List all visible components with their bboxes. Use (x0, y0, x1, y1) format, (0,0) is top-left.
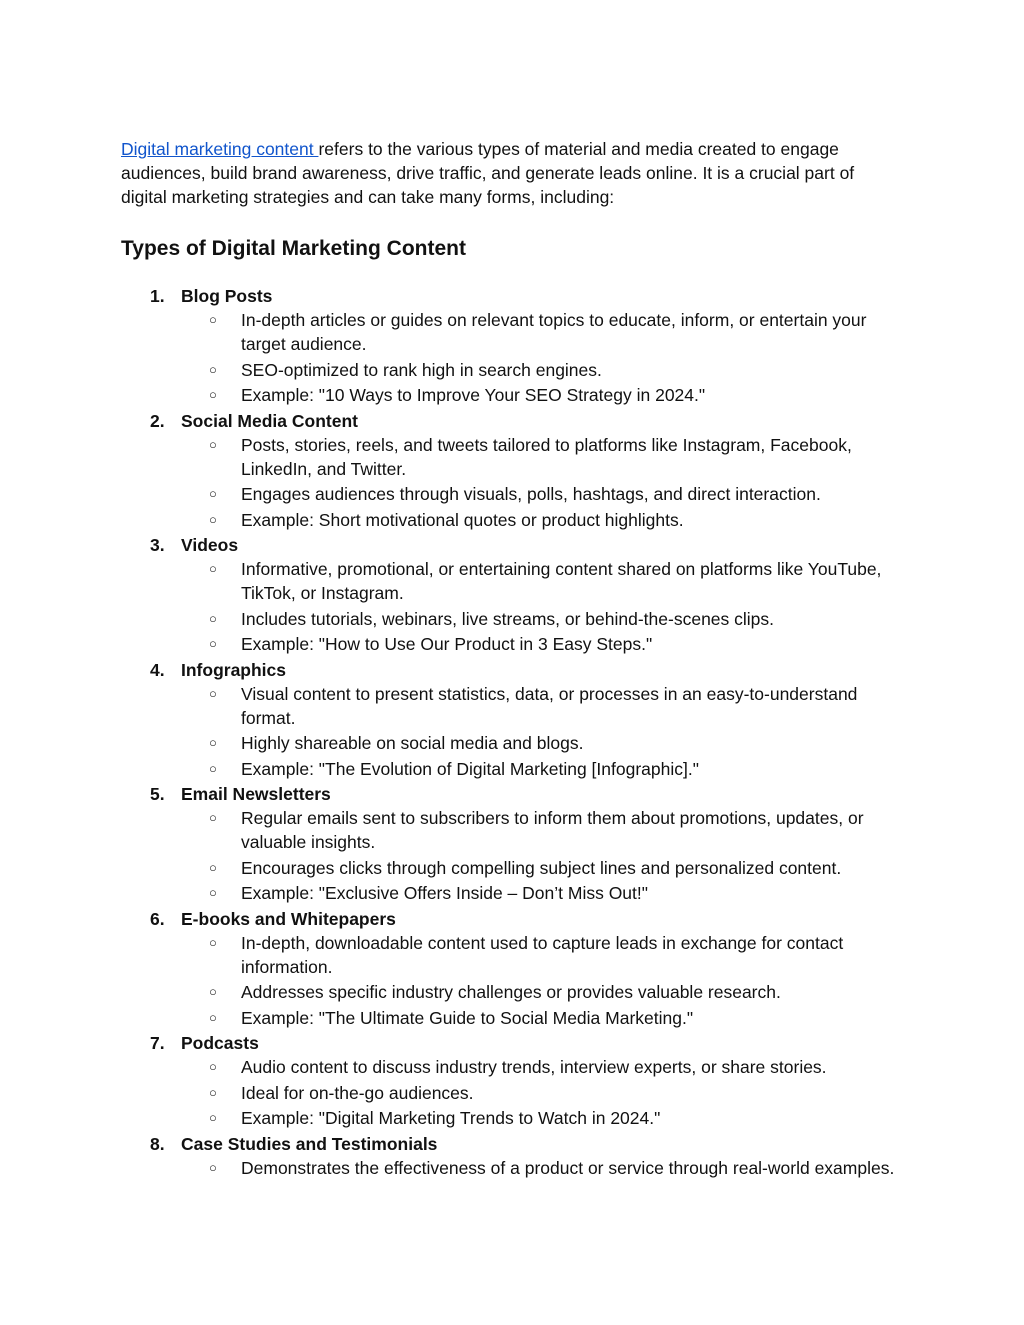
point-text: Demonstrates the effectiveness of a product or service through real-world examples. (241, 1157, 895, 1178)
hollow-circle-bullet-icon: ○ (209, 1009, 217, 1025)
content-types-list (121, 284, 896, 1180)
content-type-name: Case Studies and Testimonials (181, 1133, 438, 1154)
item-number: 8. (150, 1133, 165, 1154)
point-item (181, 731, 896, 755)
content-type-item (121, 1132, 896, 1180)
point-item (181, 980, 896, 1004)
point-item (181, 383, 896, 407)
hollow-circle-bullet-icon: ○ (209, 934, 217, 950)
point-text: In-depth, downloadable content used to capture leads in exchange for contact information. (241, 932, 844, 977)
content-type-name: Videos (181, 535, 239, 555)
hollow-circle-bullet-icon: ○ (209, 387, 217, 402)
content-type-name: Infographics (181, 659, 287, 680)
hollow-circle-bullet-icon: ○ (209, 760, 217, 776)
content-type-item (121, 409, 896, 532)
item-number: 4. (150, 659, 165, 680)
content-type-item (121, 284, 896, 407)
point-text: Example: "The Evolution of Digital Marketing [Infographic]." (241, 758, 699, 779)
content-type-item (121, 658, 896, 781)
content-type-points (181, 806, 896, 905)
point-text: Informative, promotional, or entertaining content shared on platforms like YouTube, TikTok, or Instagram. (241, 559, 882, 603)
content-type-points (181, 931, 896, 1030)
content-type-points (181, 1055, 896, 1130)
content-type-name: Blog Posts (181, 286, 273, 306)
point-text: Example: "How to Use Our Product in 3 Easy Steps." (241, 634, 653, 654)
content-type-points (181, 557, 896, 656)
hollow-circle-bullet-icon: ○ (209, 685, 217, 701)
point-item (181, 1081, 896, 1105)
point-text: Highly shareable on social media and blogs. (241, 733, 584, 753)
point-item (181, 1055, 896, 1079)
point-item (181, 632, 896, 656)
intro-text: refers to the various types of material and media created to engage audiences, build brand awareness, drive traffic, and generate leads online. It is a crucial part of digital marketing strategies and can take many forms, including: (121, 139, 855, 207)
point-text: In-depth articles or guides on relevant topics to educate, inform, or entertain your target audience. (241, 310, 867, 354)
point-item (181, 881, 896, 905)
item-number: 7. (150, 1033, 165, 1053)
hollow-circle-bullet-icon: ○ (209, 1084, 217, 1100)
point-item (181, 308, 896, 356)
content-type-points (181, 1156, 896, 1180)
content-type-item (121, 782, 896, 905)
content-type-points (181, 308, 896, 407)
point-item (181, 358, 896, 382)
content-type-item (121, 533, 896, 656)
point-item (181, 482, 896, 506)
point-item (181, 682, 896, 730)
hollow-circle-bullet-icon: ○ (209, 511, 217, 527)
hollow-circle-bullet-icon: ○ (209, 984, 217, 999)
content-type-points (181, 433, 896, 532)
point-item (181, 607, 896, 631)
content-type-name: Podcasts (181, 1033, 259, 1053)
point-text: Engages audiences through visuals, polls, hashtags, and direct interaction. (241, 484, 821, 504)
hollow-circle-bullet-icon: ○ (209, 361, 217, 377)
content-type-points (181, 682, 896, 781)
content-type-item (121, 907, 896, 1030)
item-number: 3. (150, 535, 165, 555)
content-type-name: Social Media Content (181, 410, 358, 431)
point-item (181, 508, 896, 532)
content-type-item (121, 1031, 896, 1130)
item-number: 1. (150, 286, 165, 306)
point-item (181, 757, 896, 781)
point-text: Ideal for on-the-go audiences. (241, 1082, 474, 1103)
item-number: 2. (150, 410, 165, 431)
item-number: 6. (150, 908, 165, 929)
point-text: Example: Short motivational quotes or product highlights. (241, 509, 684, 530)
hollow-circle-bullet-icon: ○ (209, 561, 217, 576)
point-text: Addresses specific industry challenges or provides valuable research. (241, 982, 781, 1002)
hollow-circle-bullet-icon: ○ (209, 735, 217, 750)
hollow-circle-bullet-icon: ○ (209, 859, 217, 875)
hollow-circle-bullet-icon: ○ (209, 1159, 217, 1175)
intro-paragraph (121, 137, 896, 209)
point-text: Visual content to present statistics, data, or processes in an easy-to-understand format. (241, 683, 858, 728)
point-text: Encourages clicks through compelling subject lines and personalized content. (241, 857, 842, 878)
hollow-circle-bullet-icon: ○ (209, 885, 217, 900)
hollow-circle-bullet-icon: ○ (209, 312, 217, 327)
point-text: Example: "Digital Marketing Trends to Watch in 2024." (241, 1108, 661, 1128)
point-text: Audio content to discuss industry trends, interview experts, or share stories. (241, 1057, 827, 1077)
section-heading: Types of Digital Marketing Content (121, 237, 466, 260)
point-item (181, 1006, 896, 1030)
hollow-circle-bullet-icon: ○ (209, 436, 217, 452)
hollow-circle-bullet-icon: ○ (209, 486, 217, 501)
point-text: Regular emails sent to subscribers to inform them about promotions, updates, or valuable insights. (241, 808, 864, 852)
point-item (181, 433, 896, 481)
point-text: Example: "10 Ways to Improve Your SEO Strategy in 2024." (241, 385, 706, 405)
point-text: Posts, stories, reels, and tweets tailored to platforms like Instagram, Facebook, LinkedIn, and Twitter. (241, 434, 852, 479)
point-item (181, 931, 896, 979)
hollow-circle-bullet-icon: ○ (209, 636, 217, 651)
point-text: Includes tutorials, webinars, live streams, or behind-the-scenes clips. (241, 608, 775, 629)
point-text: SEO-optimized to rank high in search engines. (241, 359, 602, 380)
hollow-circle-bullet-icon: ○ (209, 1110, 217, 1125)
content-type-name: E-books and Whitepapers (181, 908, 396, 929)
point-item (181, 1156, 896, 1180)
point-text: Example: "Exclusive Offers Inside – Don’t Miss Out!" (241, 883, 648, 903)
point-item (181, 1106, 896, 1130)
point-item (181, 856, 896, 880)
hollow-circle-bullet-icon: ○ (209, 810, 217, 825)
hollow-circle-bullet-icon: ○ (209, 1059, 217, 1074)
item-number: 5. (150, 784, 165, 804)
point-item (181, 557, 896, 605)
content-type-name: Email Newsletters (181, 784, 331, 804)
point-text: Example: "The Ultimate Guide to Social Media Marketing." (241, 1007, 694, 1028)
document-page (121, 137, 896, 1181)
digital-marketing-content-link[interactable]: Digital marketing content (121, 139, 319, 159)
point-item (181, 806, 896, 854)
hollow-circle-bullet-icon: ○ (209, 610, 217, 626)
